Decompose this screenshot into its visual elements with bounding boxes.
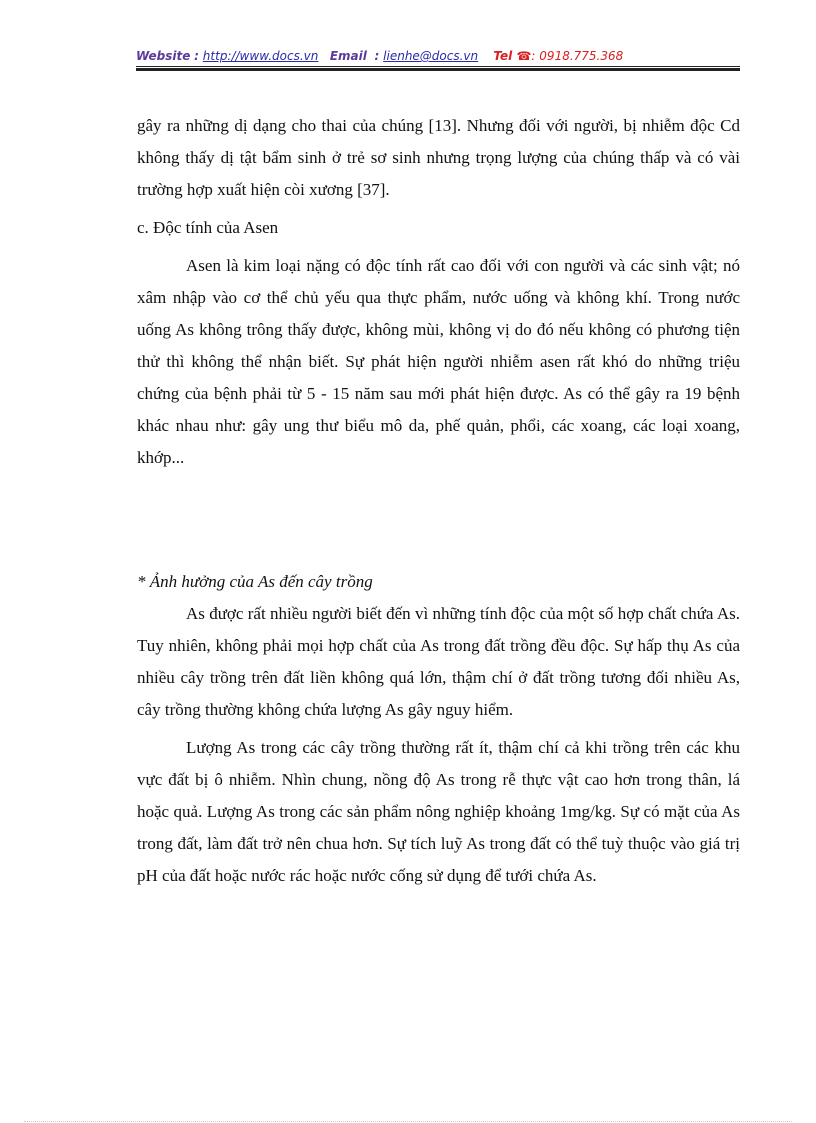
phone-number: 0918.775.368	[539, 49, 624, 63]
email-link[interactable]: lienhe@docs.vn	[383, 49, 479, 63]
paragraph-arsenic-crops-1: As được rất nhiều người biết đến vì những tính độc của một số hợp chất chứa As. Tuy nhiên, không phải mọi hợp chất của As trong đất trồng đều độc. Sự hấp thụ As của nhiều cây trồng trên đất liền không quá lớn, thậm chí ở đất trồng tương đối nhiều As, cây trồng thường không chứa lượng As gây nguy hiểm.	[137, 604, 740, 719]
website-colon: :	[194, 49, 199, 63]
email-label: Email	[329, 49, 367, 63]
page-bottom-border	[24, 1121, 792, 1122]
page-header	[136, 47, 740, 65]
website-label: Website	[136, 49, 191, 63]
website-link[interactable]: http://www.docs.vn	[202, 49, 319, 63]
paragraph-arsenic-toxicity: Asen là kim loại nặng có độc tính rất cao đối với con người và các sinh vật; nó xâm nhập vào cơ thể chủ yếu qua thực phẩm, nước uống và không khí. Trong nước uống As không trông thấy được, không mùi, không vị do đó nếu không có phương tiện thử thì không thể nhận biết. Sự phát hiện người nhiễm asen rất khó do những triệu chứng của bệnh phải từ 5 - 15 năm sau mới phát hiện được. As có thể gây ra 19 bệnh khác nhau như: gây ung thư biểu mô da, phế quản, phổi, các xoang, các loại xoang, khớp...	[137, 256, 740, 467]
paragraph-arsenic-crops-2: Lượng As trong các cây trồng thường rất ít, thậm chí cả khi trồng trên các khu vực đất bị ô nhiễm. Nhìn chung, nồng độ As trong rễ thực vật cao hơn trong thân, lá hoặc quả. Lượng As trong các sản phẩm nông nghiệp khoảng 1mg/kg. Sự có mặt của As trong đất, làm đất trở nên chua hơn. Sự tích luỹ As trong đất có thể tuỳ thuộc vào giá trị pH của đất hoặc nước rác hoặc nước cống sử dụng để tưới chứa As.	[137, 738, 740, 885]
tel-colon: :	[531, 49, 536, 63]
tel-label: Tel ☎	[493, 49, 532, 63]
email-colon: :	[374, 49, 380, 63]
header-rule-thin	[136, 66, 740, 67]
document-body	[137, 110, 740, 892]
header-rule-thick	[136, 68, 740, 71]
subsection-heading-arsenic-crops: * Ảnh hưởng của As đến cây trồng	[137, 572, 373, 591]
section-heading-arsenic-toxicity: c. Độc tính của Asen	[137, 218, 279, 237]
paragraph-cadmium-continuation: gây ra những dị dạng cho thai của chúng [13]. Nhưng đối với người, bị nhiễm độc Cd không thấy dị tật bẩm sinh ở trẻ sơ sinh nhưng trọng lượng của chúng thấp và có vài trường hợp xuất hiện còi xương [37].	[137, 116, 740, 199]
